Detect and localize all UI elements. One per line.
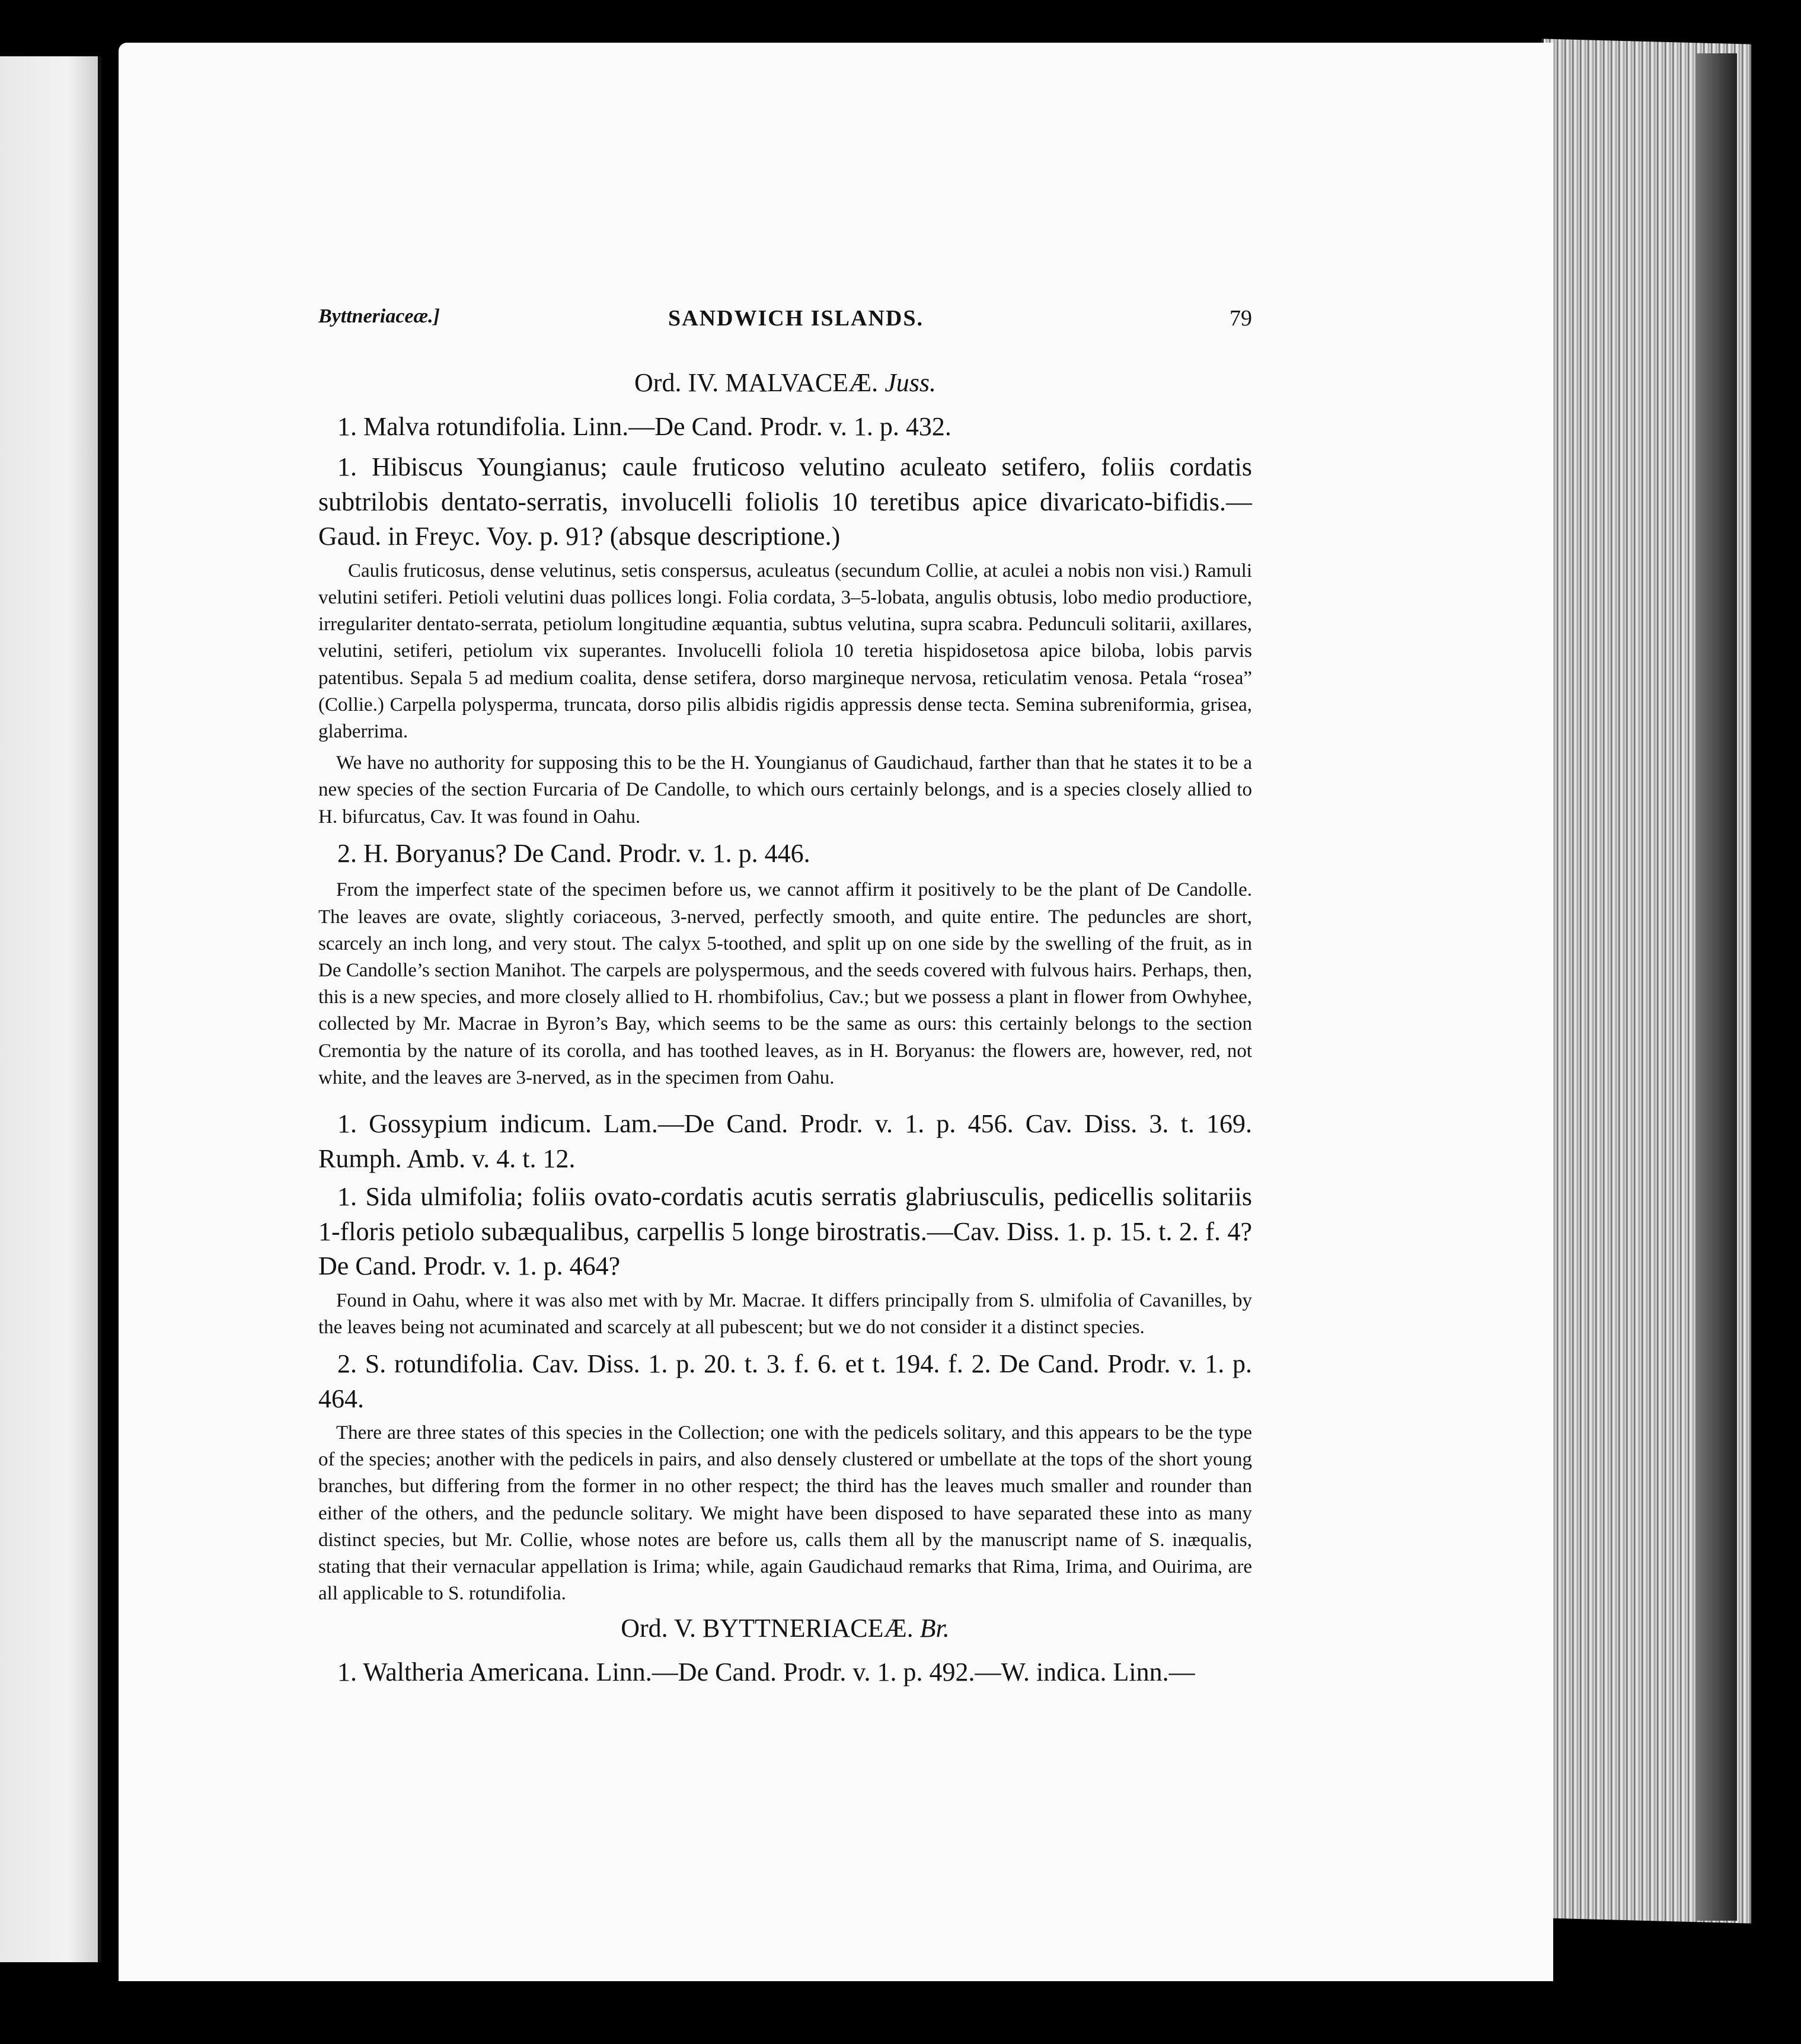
description-hibiscus-youngianus: Caulis fruticosus, dense velutinus, setis conspersus, aculeatus (secundum Collie, at aculei a nobis non visi.) Ramuli velutini setiferi. Petioli velutini duas pollices longi. Folia cordata, 3–5-lobata, angulis obtusis, lobo medio productiore, irregulariter dentato-serrata, petiolum longitudine æquantia, subtus velutina, supra scabra. Pedunculi solitarii, axillares, velutini, setiferi, petiolum vix superantes. Involucelli foliola 10 teretia hispidosetosa apice biloba, lobis parvis patentibus. Sepala 5 ad medium coalita, dense setifera, dorso margineque nervosa, reticulatim venosa. Petala “rosea” (Collie.) Carpella polysperma, truncata, dorso pilis albidis rigidis appressis dense tecta. Semina subreniformia, grisea, glaberrima. bbox=[318, 560, 1252, 743]
note-hibiscus-youngianus: We have no authority for supposing this to be the H. Youngianus of Gaudichaud, farther than that he states it to be a new species of the section Furcaria of De Candolle, to which ours certainly belongs, and is a species closely allied to H. bifurcatus, Cav. It was found in Oahu. bbox=[318, 752, 1252, 828]
order-authority: Juss. bbox=[884, 368, 936, 397]
entry-sida-ulmifolia: 1. Sida ulmifolia; foliis ovato-cordatis acutis serratis glabriusculis, pedicellis solitariis 1-floris petiolo subæqualibus, carpellis 5 longe birostratis.—Cav. Diss. 1. p. 15. t. 2. f. 4? De Cand. Prodr. v. 1. p. 464? bbox=[318, 1182, 1252, 1281]
order-heading-byttneriaceae bbox=[318, 1613, 1252, 1644]
entry-sida-rotundifolia: 2. S. rotundifolia. Cav. Diss. 1. p. 20. t. 3. f. 6. et t. 194. f. 2. De Cand. Prodr. v. 1. p. 464. bbox=[318, 1349, 1252, 1413]
running-head-left: Byttneriaceæ.] bbox=[318, 305, 440, 327]
facing-page-edge bbox=[0, 56, 101, 1962]
note-sida-ulmifolia: Found in Oahu, where it was also met with by Mr. Macrae. It differs principally from S. ulmifolia of Cavanilles, by the leaves being not acuminated and scarcely at all pubescent; but we do not consider it a distinct species. bbox=[318, 1289, 1252, 1338]
entry-malva: 1. Malva rotundifolia. Linn.—De Cand. Prodr. v. 1. p. 432. bbox=[337, 411, 951, 441]
note-sida-rotundifolia: There are three states of this species in the Collection; one with the pedicels solitary, and this appears to be the type of the species; another with the pedicels in pairs, and also densely clustered or umbellate at the tops of the short young branches, but differing from the former in no other respect; the third has the leaves much smaller and rounder than either of the others, and the peduncle solitary. We might have been disposed to have separated these into as many distinct species, but Mr. Collie, whose notes are before us, calls them all by the manuscript name of S. inæqualis, stating that their vernacular appellation is Irima; while, again Gaudichaud remarks that Rima, Irima, and Ouirima, are all applicable to S. rotundifolia. bbox=[318, 1422, 1252, 1605]
order-title: Ord. IV. MALVACEÆ. bbox=[634, 368, 879, 397]
note-hibiscus-boryanus: From the imperfect state of the specimen before us, we cannot affirm it positively to be the plant of De Candolle. The leaves are ovate, slightly coriaceous, 3-nerved, perfectly smooth, and quite entire. The peduncles are short, scarcely an inch long, and very stout. The calyx 5-toothed, and split up on one side by the swelling of the fruit, as in De Candolle’s section Manihot. The carpels are polyspermous, and the seeds covered with fulvous hairs. Perhaps, then, this is a new species, and more closely allied to H. rhombifolius, Cav.; but we possess a plant in flower from Owhyhee, collected by Mr. Macrae in Byron’s Bay, which seems to be the same as ours: this certainly belongs to the section Cremontia by the nature of its corolla, and has toothed leaves, as in H. Boryanus: the flowers are, however, red, not white, and the leaves are 3-nerved, as in the specimen from Oahu. bbox=[318, 879, 1252, 1088]
order-heading-malvaceae bbox=[318, 368, 1252, 399]
entry-hibiscus-boryanus: 2. H. Boryanus? De Cand. Prodr. v. 1. p. 446. bbox=[337, 838, 810, 868]
running-head-title: SANDWICH ISLANDS. bbox=[668, 306, 924, 331]
entry-gossypium: 1. Gossypium indicum. Lam.—De Cand. Prodr. v. 1. p. 456. Cav. Diss. 3. t. 169. Rumph. Amb. v. 4. t. 12. bbox=[318, 1109, 1252, 1173]
page-body bbox=[318, 368, 1252, 1694]
running-header bbox=[318, 305, 1252, 341]
book-spine-shadow bbox=[1695, 53, 1737, 1921]
order-authority: Br. bbox=[919, 1614, 950, 1643]
page-number: 79 bbox=[1230, 306, 1252, 331]
order-title: Ord. V. BYTTNERIACEÆ. bbox=[621, 1614, 914, 1643]
entry-hibiscus-youngianus: 1. Hibiscus Youngianus; caule fruticoso velutino aculeato setifero, foliis cordatis subtrilobis dentato-serratis, involucelli foliolis 10 teretibus apice divaricato-bifidis.—Gaud. in Freyc. Voy. p. 91? (absque descriptione.) bbox=[318, 452, 1252, 551]
entry-waltheria: 1. Waltheria Americana. Linn.—De Cand. Prodr. v. 1. p. 492.—W. indica. Linn.— bbox=[337, 1657, 1195, 1687]
